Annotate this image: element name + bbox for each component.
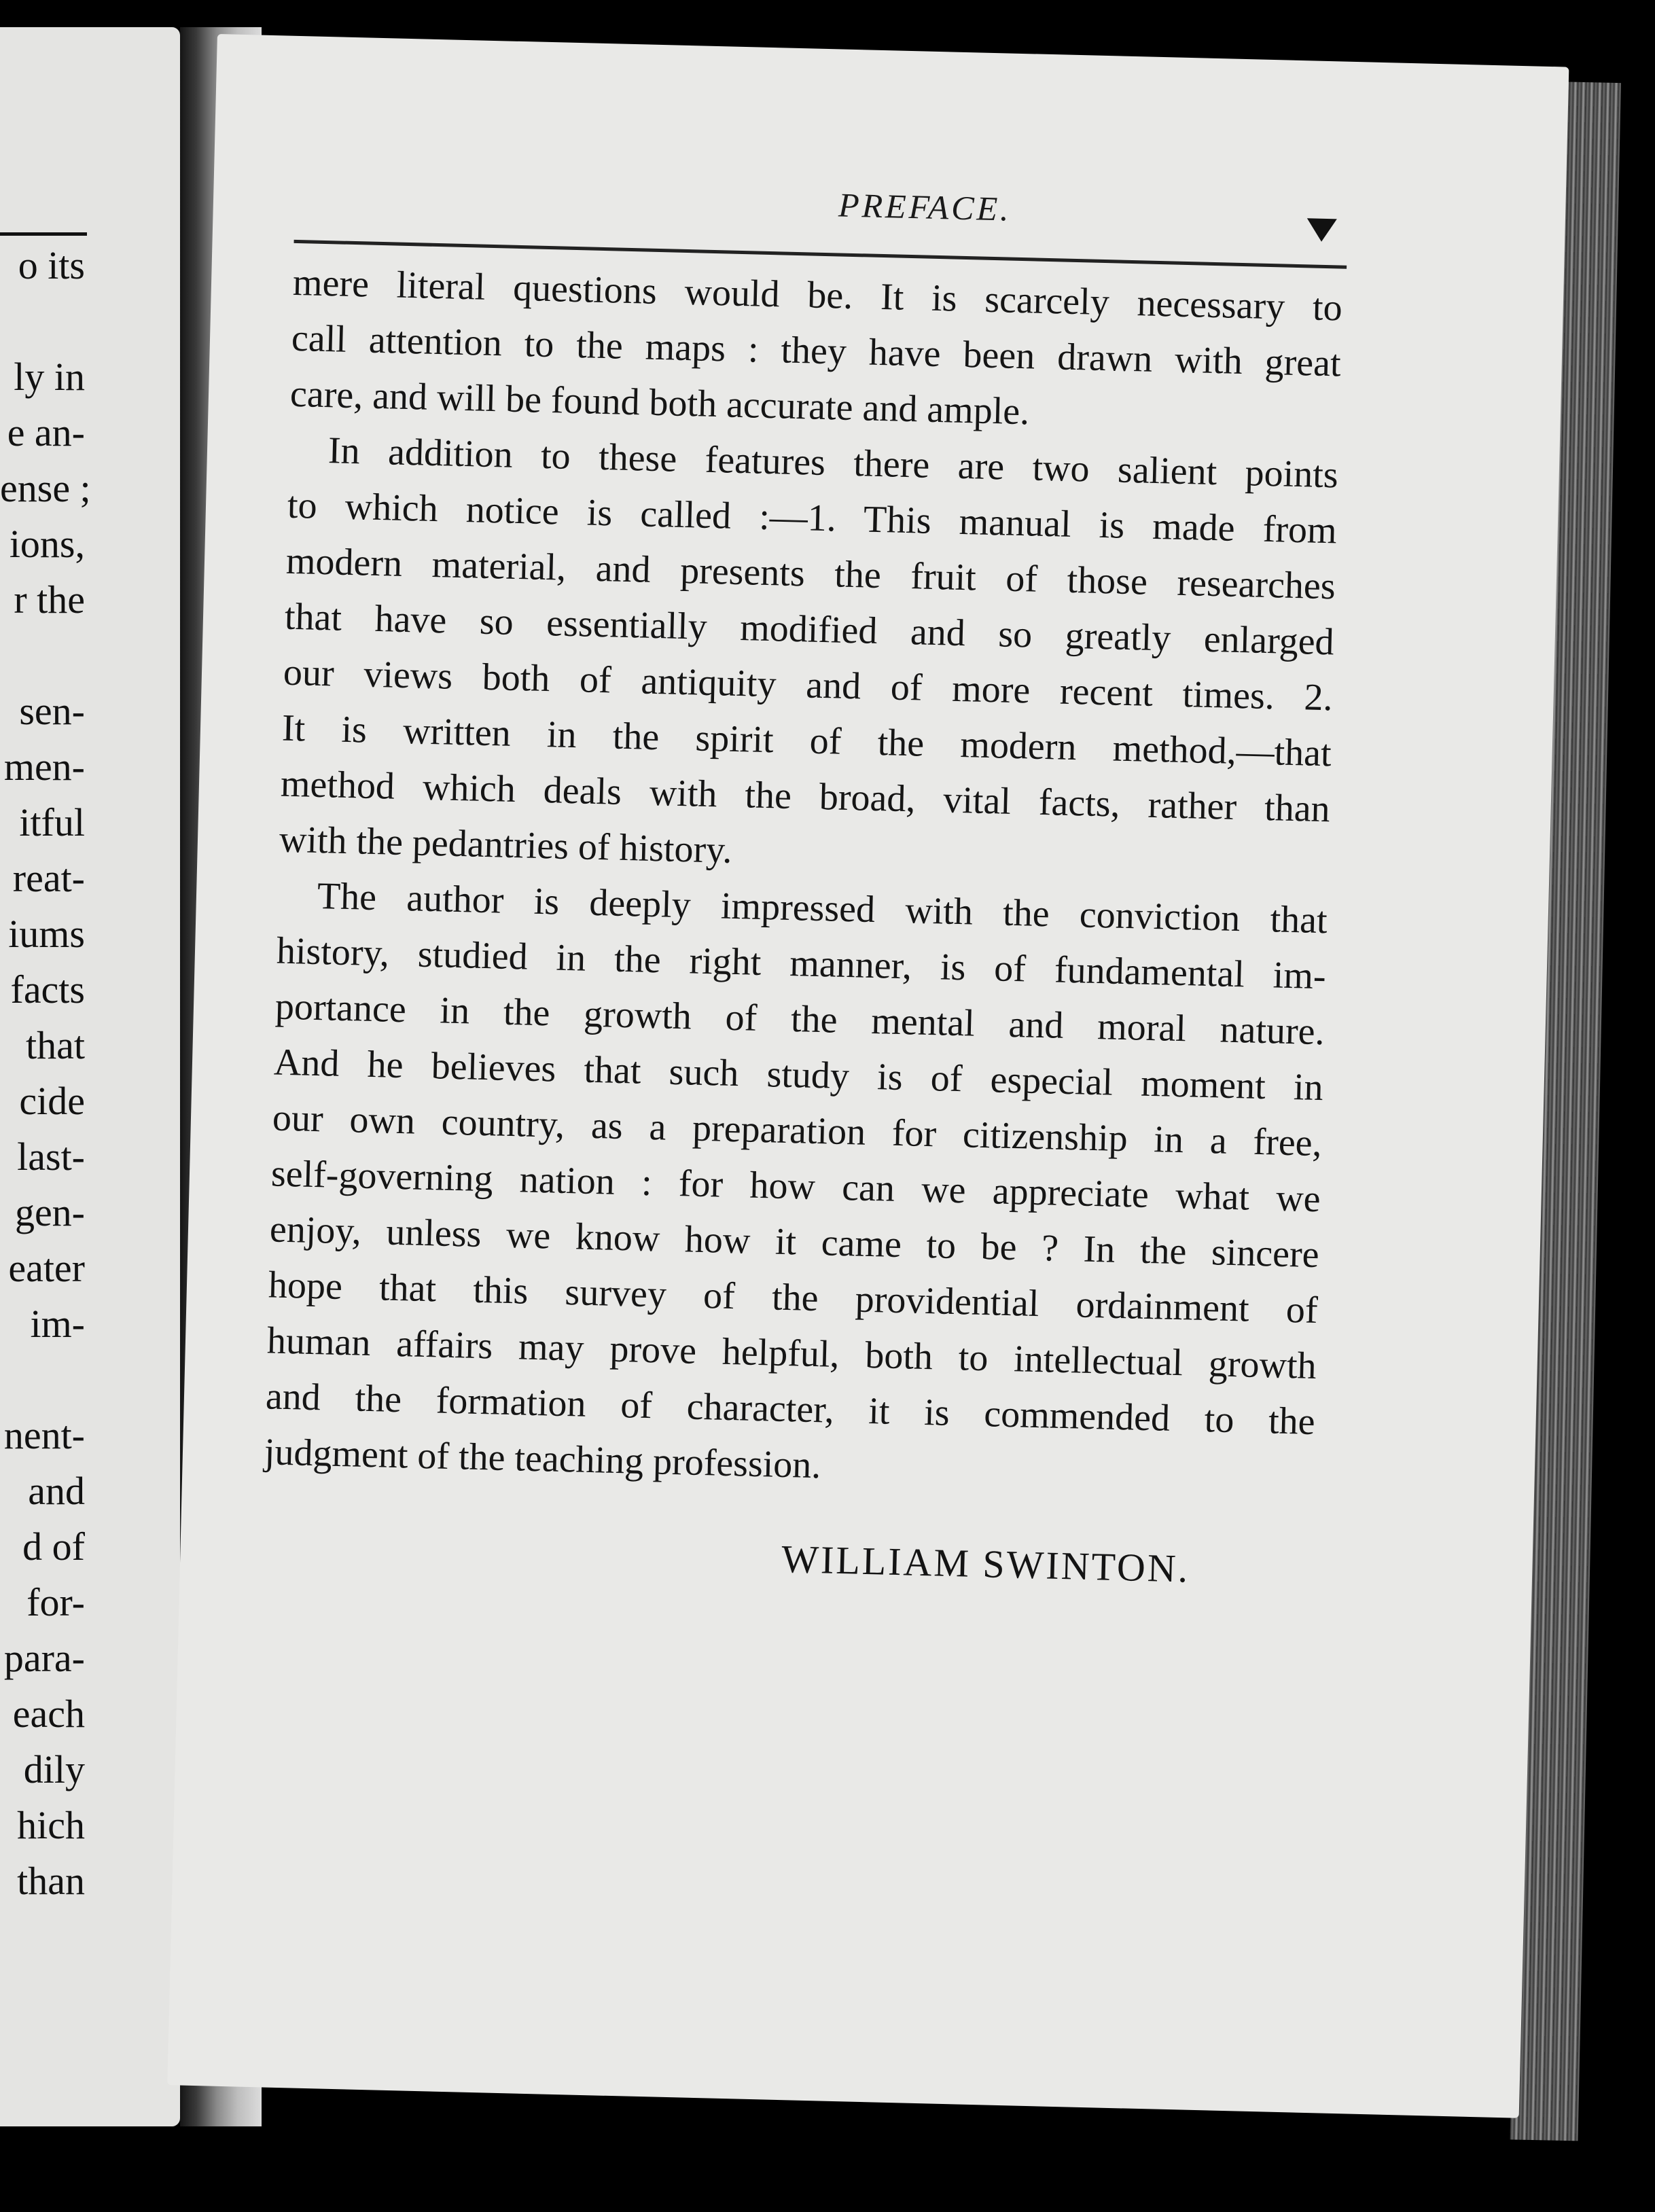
left-line	[0, 628, 85, 683]
text-line: call attention to the maps : they have been drawn with great	[291, 317, 1342, 385]
paragraph-1	[289, 255, 1343, 448]
text-line: care, and will be found both accurate and ample.	[289, 372, 1030, 433]
left-line: that	[26, 1023, 85, 1067]
text-line: self-governing nation : for how can we appreciate what we	[270, 1152, 1321, 1221]
text-line: with the pedantries of history.	[279, 818, 733, 872]
paragraph-3	[264, 868, 1328, 1505]
text-line: history, studied in the right manner, is of fundamental im-	[276, 929, 1327, 998]
right-page	[167, 34, 1569, 2118]
running-head: PREFACE.	[838, 185, 1012, 228]
left-line: itful	[19, 800, 85, 844]
left-line: sen-	[19, 689, 85, 733]
left-line: gen-	[14, 1190, 85, 1234]
text-line: method which deals with the broad, vital facts, rather than	[280, 762, 1331, 831]
left-line	[0, 1352, 85, 1408]
text-line: our views both of antiquity and of more recent times. 2.	[283, 651, 1334, 719]
left-line: o its	[18, 243, 85, 287]
paragraph-2	[279, 422, 1339, 893]
preface-body	[264, 255, 1343, 1505]
folio-mark-icon	[1306, 218, 1337, 242]
text-line: hope that this survey of the providential ordainment of	[268, 1264, 1319, 1332]
text-line: enjoy, unless we know how it came to be ? In the sincere	[269, 1208, 1320, 1277]
text-line: to which notice is called :—1. This manual is made from	[287, 484, 1338, 552]
left-page	[0, 27, 180, 2126]
text-line: human affairs may prove helpful, both to intellectual growth	[266, 1319, 1317, 1388]
left-line: iums	[8, 912, 85, 956]
text-line: our own country, as a preparation for citizenship in a free,	[272, 1096, 1323, 1165]
left-line: cide	[19, 1079, 85, 1123]
text-line: portance in the growth of the mental and moral nature.	[274, 985, 1325, 1054]
left-line: reat-	[12, 856, 85, 900]
left-line: ions,	[9, 522, 85, 566]
left-line: para-	[3, 1636, 85, 1680]
text-line: In addition to these features there are two salient points	[327, 429, 1339, 497]
text-line: mere literal questions would be. It is scarcely necessary to	[292, 261, 1343, 329]
left-line: im-	[30, 1302, 85, 1346]
left-line: than	[17, 1859, 85, 1903]
left-line: for-	[26, 1580, 85, 1624]
left-line: nent-	[3, 1413, 85, 1457]
text-line: And he believes that such study is of especial moment in	[273, 1041, 1324, 1109]
left-line: facts	[10, 967, 85, 1012]
left-line: and	[28, 1469, 85, 1513]
left-page-rule	[0, 232, 87, 236]
author-signature: WILLIAM SWINTON.	[781, 1536, 1191, 1591]
left-line: r the	[14, 577, 85, 622]
left-line: hich	[17, 1803, 85, 1847]
left-line: last-	[17, 1135, 85, 1179]
left-line: d of	[22, 1524, 85, 1569]
left-line: eater	[8, 1246, 85, 1290]
text-line: judgment of the teaching profession.	[264, 1431, 822, 1487]
left-line: ense ;	[0, 466, 91, 510]
left-line: ly in	[14, 355, 85, 399]
text-line: modern material, and presents the fruit of those researches	[285, 539, 1336, 608]
left-page-text	[0, 238, 91, 1909]
text-line: and the formation of character, it is commended to the	[265, 1375, 1316, 1444]
left-line: men-	[3, 745, 85, 789]
text-line: It is written in the spirit of the modern method,—that	[281, 707, 1332, 775]
left-line: e an-	[7, 410, 85, 454]
text-line: that have so essentially modified and so greatly enlarged	[284, 595, 1335, 664]
left-line: each	[12, 1692, 85, 1736]
left-line	[0, 293, 85, 349]
text-line: The author is deeply impressed with the conviction that	[317, 874, 1328, 942]
left-line: dily	[23, 1747, 85, 1791]
